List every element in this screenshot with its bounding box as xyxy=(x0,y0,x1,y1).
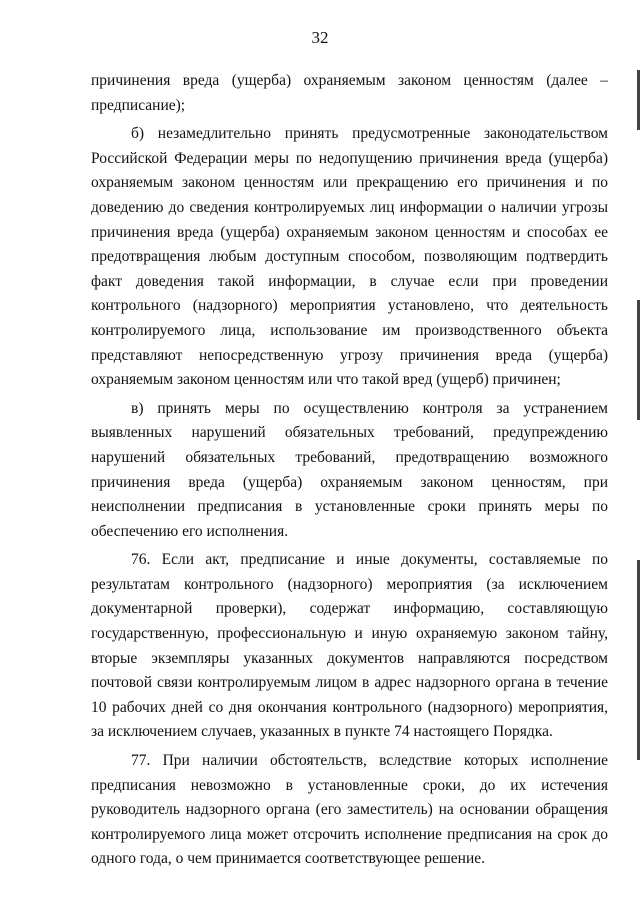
paragraph-76: 76. Если акт, предписание и иные документы, составляемые по результатам контрольного (надзорного) мероприятия (за исключением документарной проверки), содержат информацию, составляющую государственную, профессиональную и иную охраняемую законом тайну, вторые экземпляры указанных документов направляются посредством почтовой связи контролируемым лицом в адрес надзорного органа в течение 10 рабочих дней со дня окончания контрольного (надзорного) мероприятия, за исключением случаев, указанных в пункте 74 настоящего Порядка. xyxy=(91,551,608,741)
paragraph-item-b: б) незамедлительно принять предусмотренные законодательством Российской Федерации меры по недопущению причинения вреда (ущерба) охраняемым законом ценностям или прекращению его причинения и по доведению до сведения контролируемых лиц информации о наличии угрозы причинения вреда (ущерба) охраняемым законом ценностям и способах ее предотвращения любым доступным способом, позволяющим подтвердить факт доведения такой информации, в случае если при проведении контрольного (надзорного) мероприятия установлено, что деятельность контролируемого лица, использование им производственного объекта представляют непосредственную угрозу причинения вреда (ущерба) охраняемым законом ценностям или что такой вред (ущерб) причинен; xyxy=(91,125,608,389)
page-number: 32 xyxy=(311,28,329,47)
paragraph-continuation: причинения вреда (ущерба) охраняемым законом ценностям (далее – предписание); xyxy=(91,72,608,114)
document-body xyxy=(91,69,608,876)
paragraph-77: 77. При наличии обстоятельств, вследствие которых исполнение предписания невозможно в установленные сроки, до их истечения руководитель надзорного органа (его заместитель) на основании обращения контролируемого лица может отсрочить исполнение предписания на срок до одного года, о чем принимается соответствующее решение. xyxy=(91,752,608,868)
paragraph-item-v: в) принять меры по осуществлению контроля за устранением выявленных нарушений обязательных требований, предупреждению нарушений обязательных требований, предотвращению возможного причинения вреда (ущерба) охраняемым законом ценностям, при неисполнении предписания в установленные сроки принять меры по обеспечению его исполнения. xyxy=(91,399,608,540)
